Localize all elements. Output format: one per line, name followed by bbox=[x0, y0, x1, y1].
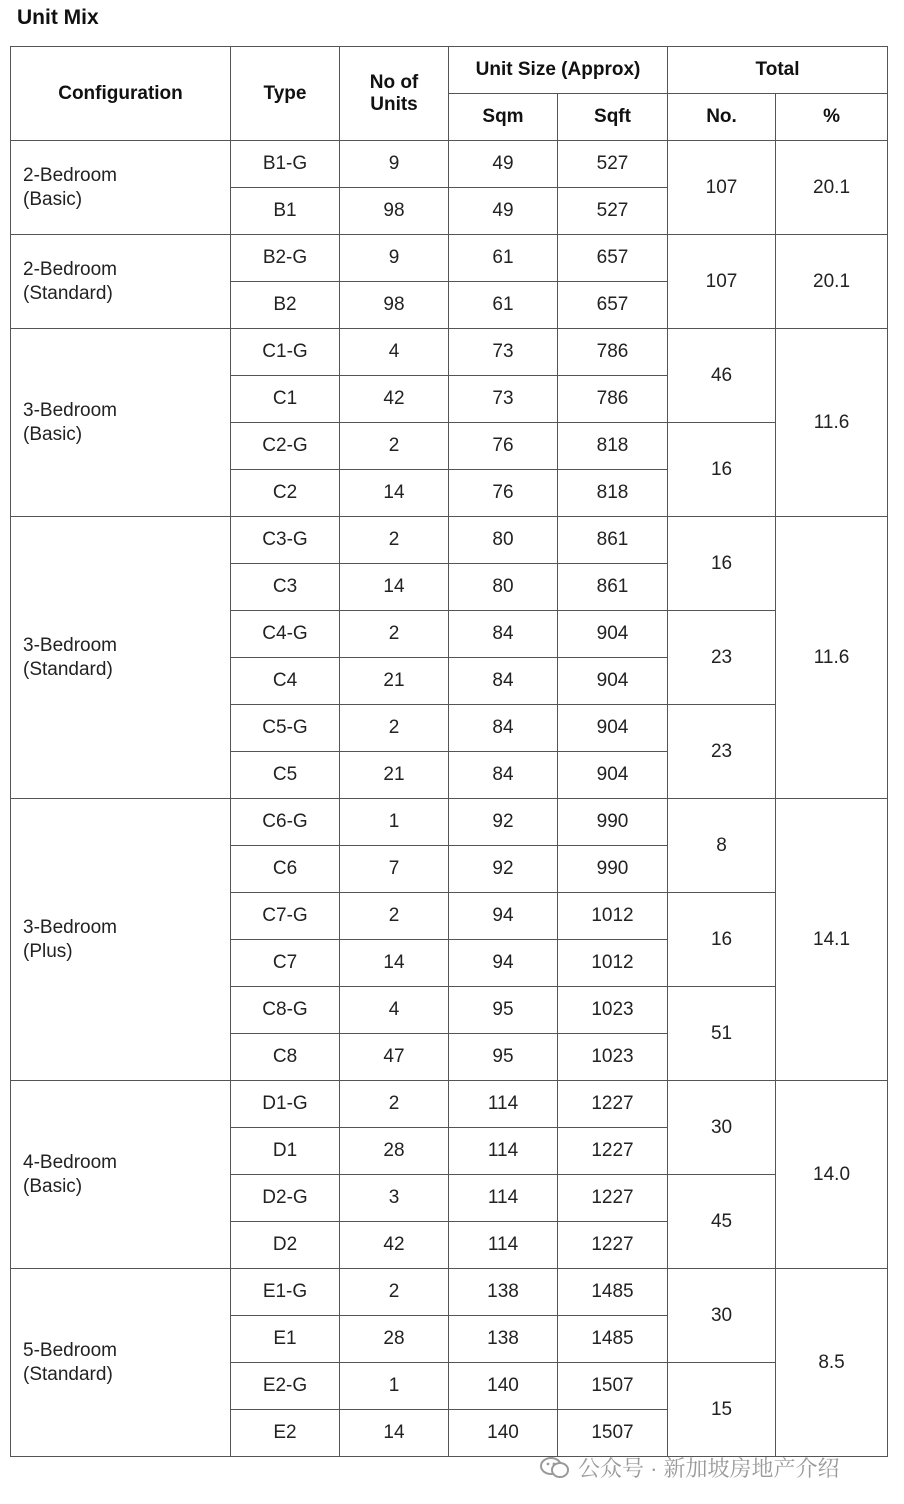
sqm-cell: 84 bbox=[449, 611, 558, 658]
sqm-cell: 49 bbox=[449, 188, 558, 235]
sqm-cell: 84 bbox=[449, 705, 558, 752]
type-cell: B1 bbox=[231, 188, 340, 235]
type-cell: D1 bbox=[231, 1128, 340, 1175]
total-no-cell: 46 bbox=[668, 329, 776, 423]
header-type: Type bbox=[231, 47, 340, 141]
units-cell: 14 bbox=[340, 470, 449, 517]
sqm-cell: 61 bbox=[449, 282, 558, 329]
total-pct-cell: 14.1 bbox=[776, 799, 888, 1081]
sqm-cell: 138 bbox=[449, 1316, 558, 1363]
type-cell: C2 bbox=[231, 470, 340, 517]
total-no-cell: 107 bbox=[668, 235, 776, 329]
type-cell: B2 bbox=[231, 282, 340, 329]
units-cell: 42 bbox=[340, 1222, 449, 1269]
type-cell: C4-G bbox=[231, 611, 340, 658]
units-cell: 2 bbox=[340, 1081, 449, 1128]
type-cell: E1-G bbox=[231, 1269, 340, 1316]
sqm-cell: 114 bbox=[449, 1128, 558, 1175]
configuration-name: 4-Bedroom bbox=[23, 1151, 117, 1173]
sqft-cell: 1023 bbox=[558, 1034, 668, 1081]
units-cell: 21 bbox=[340, 752, 449, 799]
header-sqm: Sqm bbox=[449, 94, 558, 141]
table-row bbox=[11, 329, 888, 376]
sqft-cell: 657 bbox=[558, 282, 668, 329]
configuration-variant: (Standard) bbox=[23, 282, 113, 304]
total-pct-cell: 11.6 bbox=[776, 517, 888, 799]
units-cell: 1 bbox=[340, 799, 449, 846]
type-cell: C1-G bbox=[231, 329, 340, 376]
units-cell: 2 bbox=[340, 517, 449, 564]
type-cell: C4 bbox=[231, 658, 340, 705]
configuration-name: 2-Bedroom bbox=[23, 258, 117, 280]
sqft-cell: 1485 bbox=[558, 1269, 668, 1316]
total-no-cell: 16 bbox=[668, 517, 776, 611]
configuration-cell bbox=[11, 141, 231, 235]
configuration-cell bbox=[11, 1269, 231, 1457]
sqm-cell: 140 bbox=[449, 1410, 558, 1457]
header-total: Total bbox=[668, 47, 888, 94]
sqm-cell: 138 bbox=[449, 1269, 558, 1316]
total-pct-cell: 20.1 bbox=[776, 141, 888, 235]
sqm-cell: 80 bbox=[449, 517, 558, 564]
sqm-cell: 114 bbox=[449, 1081, 558, 1128]
sqft-cell: 657 bbox=[558, 235, 668, 282]
units-cell: 98 bbox=[340, 282, 449, 329]
units-cell: 42 bbox=[340, 376, 449, 423]
type-cell: B1-G bbox=[231, 141, 340, 188]
total-no-cell: 30 bbox=[668, 1081, 776, 1175]
sqft-cell: 990 bbox=[558, 846, 668, 893]
configuration-cell bbox=[11, 517, 231, 799]
units-cell: 21 bbox=[340, 658, 449, 705]
total-pct-cell: 20.1 bbox=[776, 235, 888, 329]
header-pct: % bbox=[776, 94, 888, 141]
configuration-variant: (Plus) bbox=[23, 940, 73, 962]
configuration-name: 3-Bedroom bbox=[23, 916, 117, 938]
sqm-cell: 114 bbox=[449, 1175, 558, 1222]
sqft-cell: 1012 bbox=[558, 940, 668, 987]
sqft-cell: 1485 bbox=[558, 1316, 668, 1363]
watermark bbox=[540, 1452, 840, 1483]
type-cell: C6-G bbox=[231, 799, 340, 846]
units-cell: 28 bbox=[340, 1316, 449, 1363]
sqft-cell: 527 bbox=[558, 188, 668, 235]
sqft-cell: 1012 bbox=[558, 893, 668, 940]
units-cell: 14 bbox=[340, 564, 449, 611]
sqft-cell: 818 bbox=[558, 423, 668, 470]
type-cell: C5-G bbox=[231, 705, 340, 752]
unit-mix-table bbox=[10, 46, 888, 1457]
total-no-cell: 8 bbox=[668, 799, 776, 893]
sqm-cell: 49 bbox=[449, 141, 558, 188]
total-no-cell: 16 bbox=[668, 423, 776, 517]
units-cell: 98 bbox=[340, 188, 449, 235]
total-pct-cell: 11.6 bbox=[776, 329, 888, 517]
sqm-cell: 61 bbox=[449, 235, 558, 282]
sqm-cell: 114 bbox=[449, 1222, 558, 1269]
configuration-cell bbox=[11, 329, 231, 517]
sqft-cell: 904 bbox=[558, 705, 668, 752]
units-cell: 28 bbox=[340, 1128, 449, 1175]
sqm-cell: 84 bbox=[449, 752, 558, 799]
sqft-cell: 1227 bbox=[558, 1128, 668, 1175]
total-no-cell: 51 bbox=[668, 987, 776, 1081]
configuration-variant: (Basic) bbox=[23, 188, 83, 210]
type-cell: C7 bbox=[231, 940, 340, 987]
type-cell: E1 bbox=[231, 1316, 340, 1363]
header-sqft: Sqft bbox=[558, 94, 668, 141]
total-pct-cell: 8.5 bbox=[776, 1269, 888, 1457]
sqm-cell: 73 bbox=[449, 329, 558, 376]
units-cell: 9 bbox=[340, 235, 449, 282]
units-cell: 2 bbox=[340, 705, 449, 752]
sqft-cell: 904 bbox=[558, 658, 668, 705]
sqft-cell: 904 bbox=[558, 752, 668, 799]
sqm-cell: 95 bbox=[449, 1034, 558, 1081]
units-cell: 3 bbox=[340, 1175, 449, 1222]
type-cell: C1 bbox=[231, 376, 340, 423]
header-unit-size: Unit Size (Approx) bbox=[449, 47, 668, 94]
table-row bbox=[11, 1081, 888, 1128]
configuration-name: 3-Bedroom bbox=[23, 399, 117, 421]
total-no-cell: 23 bbox=[668, 705, 776, 799]
total-pct-cell: 14.0 bbox=[776, 1081, 888, 1269]
units-cell: 14 bbox=[340, 940, 449, 987]
sqm-cell: 92 bbox=[449, 846, 558, 893]
page-title: Unit Mix bbox=[17, 6, 99, 29]
sqft-cell: 861 bbox=[558, 517, 668, 564]
total-no-cell: 23 bbox=[668, 611, 776, 705]
units-cell: 2 bbox=[340, 611, 449, 658]
total-no-cell: 45 bbox=[668, 1175, 776, 1269]
configuration-variant: (Basic) bbox=[23, 1175, 83, 1197]
table-row bbox=[11, 1269, 888, 1316]
type-cell: C2-G bbox=[231, 423, 340, 470]
sqm-cell: 80 bbox=[449, 564, 558, 611]
header-no-of-units-line2: Units bbox=[370, 93, 418, 115]
configuration-name: 2-Bedroom bbox=[23, 164, 117, 186]
sqft-cell: 1507 bbox=[558, 1363, 668, 1410]
configuration-cell bbox=[11, 799, 231, 1081]
total-no-cell: 30 bbox=[668, 1269, 776, 1363]
configuration-cell bbox=[11, 235, 231, 329]
unit-mix-body bbox=[11, 141, 888, 1457]
units-cell: 1 bbox=[340, 1363, 449, 1410]
sqm-cell: 92 bbox=[449, 799, 558, 846]
type-cell: C3-G bbox=[231, 517, 340, 564]
type-cell: E2-G bbox=[231, 1363, 340, 1410]
units-cell: 4 bbox=[340, 329, 449, 376]
watermark-text: 公众号 · 新加坡房地产介绍 bbox=[578, 1456, 840, 1481]
sqm-cell: 94 bbox=[449, 940, 558, 987]
type-cell: C8 bbox=[231, 1034, 340, 1081]
sqft-cell: 990 bbox=[558, 799, 668, 846]
table-row bbox=[11, 799, 888, 846]
type-cell: D2 bbox=[231, 1222, 340, 1269]
type-cell: D1-G bbox=[231, 1081, 340, 1128]
type-cell: C7-G bbox=[231, 893, 340, 940]
type-cell: C3 bbox=[231, 564, 340, 611]
sqm-cell: 84 bbox=[449, 658, 558, 705]
sqft-cell: 1023 bbox=[558, 987, 668, 1034]
units-cell: 7 bbox=[340, 846, 449, 893]
units-cell: 14 bbox=[340, 1410, 449, 1457]
type-cell: B2-G bbox=[231, 235, 340, 282]
configuration-variant: (Standard) bbox=[23, 1363, 113, 1385]
total-no-cell: 107 bbox=[668, 141, 776, 235]
table-row bbox=[11, 235, 888, 282]
units-cell: 4 bbox=[340, 987, 449, 1034]
configuration-name: 5-Bedroom bbox=[23, 1339, 117, 1361]
sqft-cell: 1227 bbox=[558, 1081, 668, 1128]
sqft-cell: 527 bbox=[558, 141, 668, 188]
sqm-cell: 95 bbox=[449, 987, 558, 1034]
sqm-cell: 140 bbox=[449, 1363, 558, 1410]
table-row bbox=[11, 141, 888, 188]
table-row bbox=[11, 517, 888, 564]
type-cell: C8-G bbox=[231, 987, 340, 1034]
header-configuration: Configuration bbox=[11, 47, 231, 141]
sqft-cell: 861 bbox=[558, 564, 668, 611]
type-cell: C5 bbox=[231, 752, 340, 799]
configuration-variant: (Standard) bbox=[23, 658, 113, 680]
configuration-variant: (Basic) bbox=[23, 423, 83, 445]
sqft-cell: 786 bbox=[558, 376, 668, 423]
sqft-cell: 818 bbox=[558, 470, 668, 517]
configuration-name: 3-Bedroom bbox=[23, 634, 117, 656]
sqm-cell: 73 bbox=[449, 376, 558, 423]
type-cell: E2 bbox=[231, 1410, 340, 1457]
wechat-icon bbox=[540, 1457, 570, 1479]
total-no-cell: 15 bbox=[668, 1363, 776, 1457]
units-cell: 2 bbox=[340, 893, 449, 940]
header-no: No. bbox=[668, 94, 776, 141]
type-cell: C6 bbox=[231, 846, 340, 893]
units-cell: 47 bbox=[340, 1034, 449, 1081]
sqft-cell: 786 bbox=[558, 329, 668, 376]
header-no-of-units-line1: No of bbox=[369, 71, 419, 93]
sqft-cell: 1507 bbox=[558, 1410, 668, 1457]
header-no-of-units bbox=[340, 47, 449, 141]
type-cell: D2-G bbox=[231, 1175, 340, 1222]
units-cell: 9 bbox=[340, 141, 449, 188]
configuration-cell bbox=[11, 1081, 231, 1269]
total-no-cell: 16 bbox=[668, 893, 776, 987]
sqm-cell: 76 bbox=[449, 470, 558, 517]
sqft-cell: 1227 bbox=[558, 1175, 668, 1222]
sqft-cell: 904 bbox=[558, 611, 668, 658]
units-cell: 2 bbox=[340, 423, 449, 470]
sqm-cell: 94 bbox=[449, 893, 558, 940]
sqm-cell: 76 bbox=[449, 423, 558, 470]
sqft-cell: 1227 bbox=[558, 1222, 668, 1269]
units-cell: 2 bbox=[340, 1269, 449, 1316]
